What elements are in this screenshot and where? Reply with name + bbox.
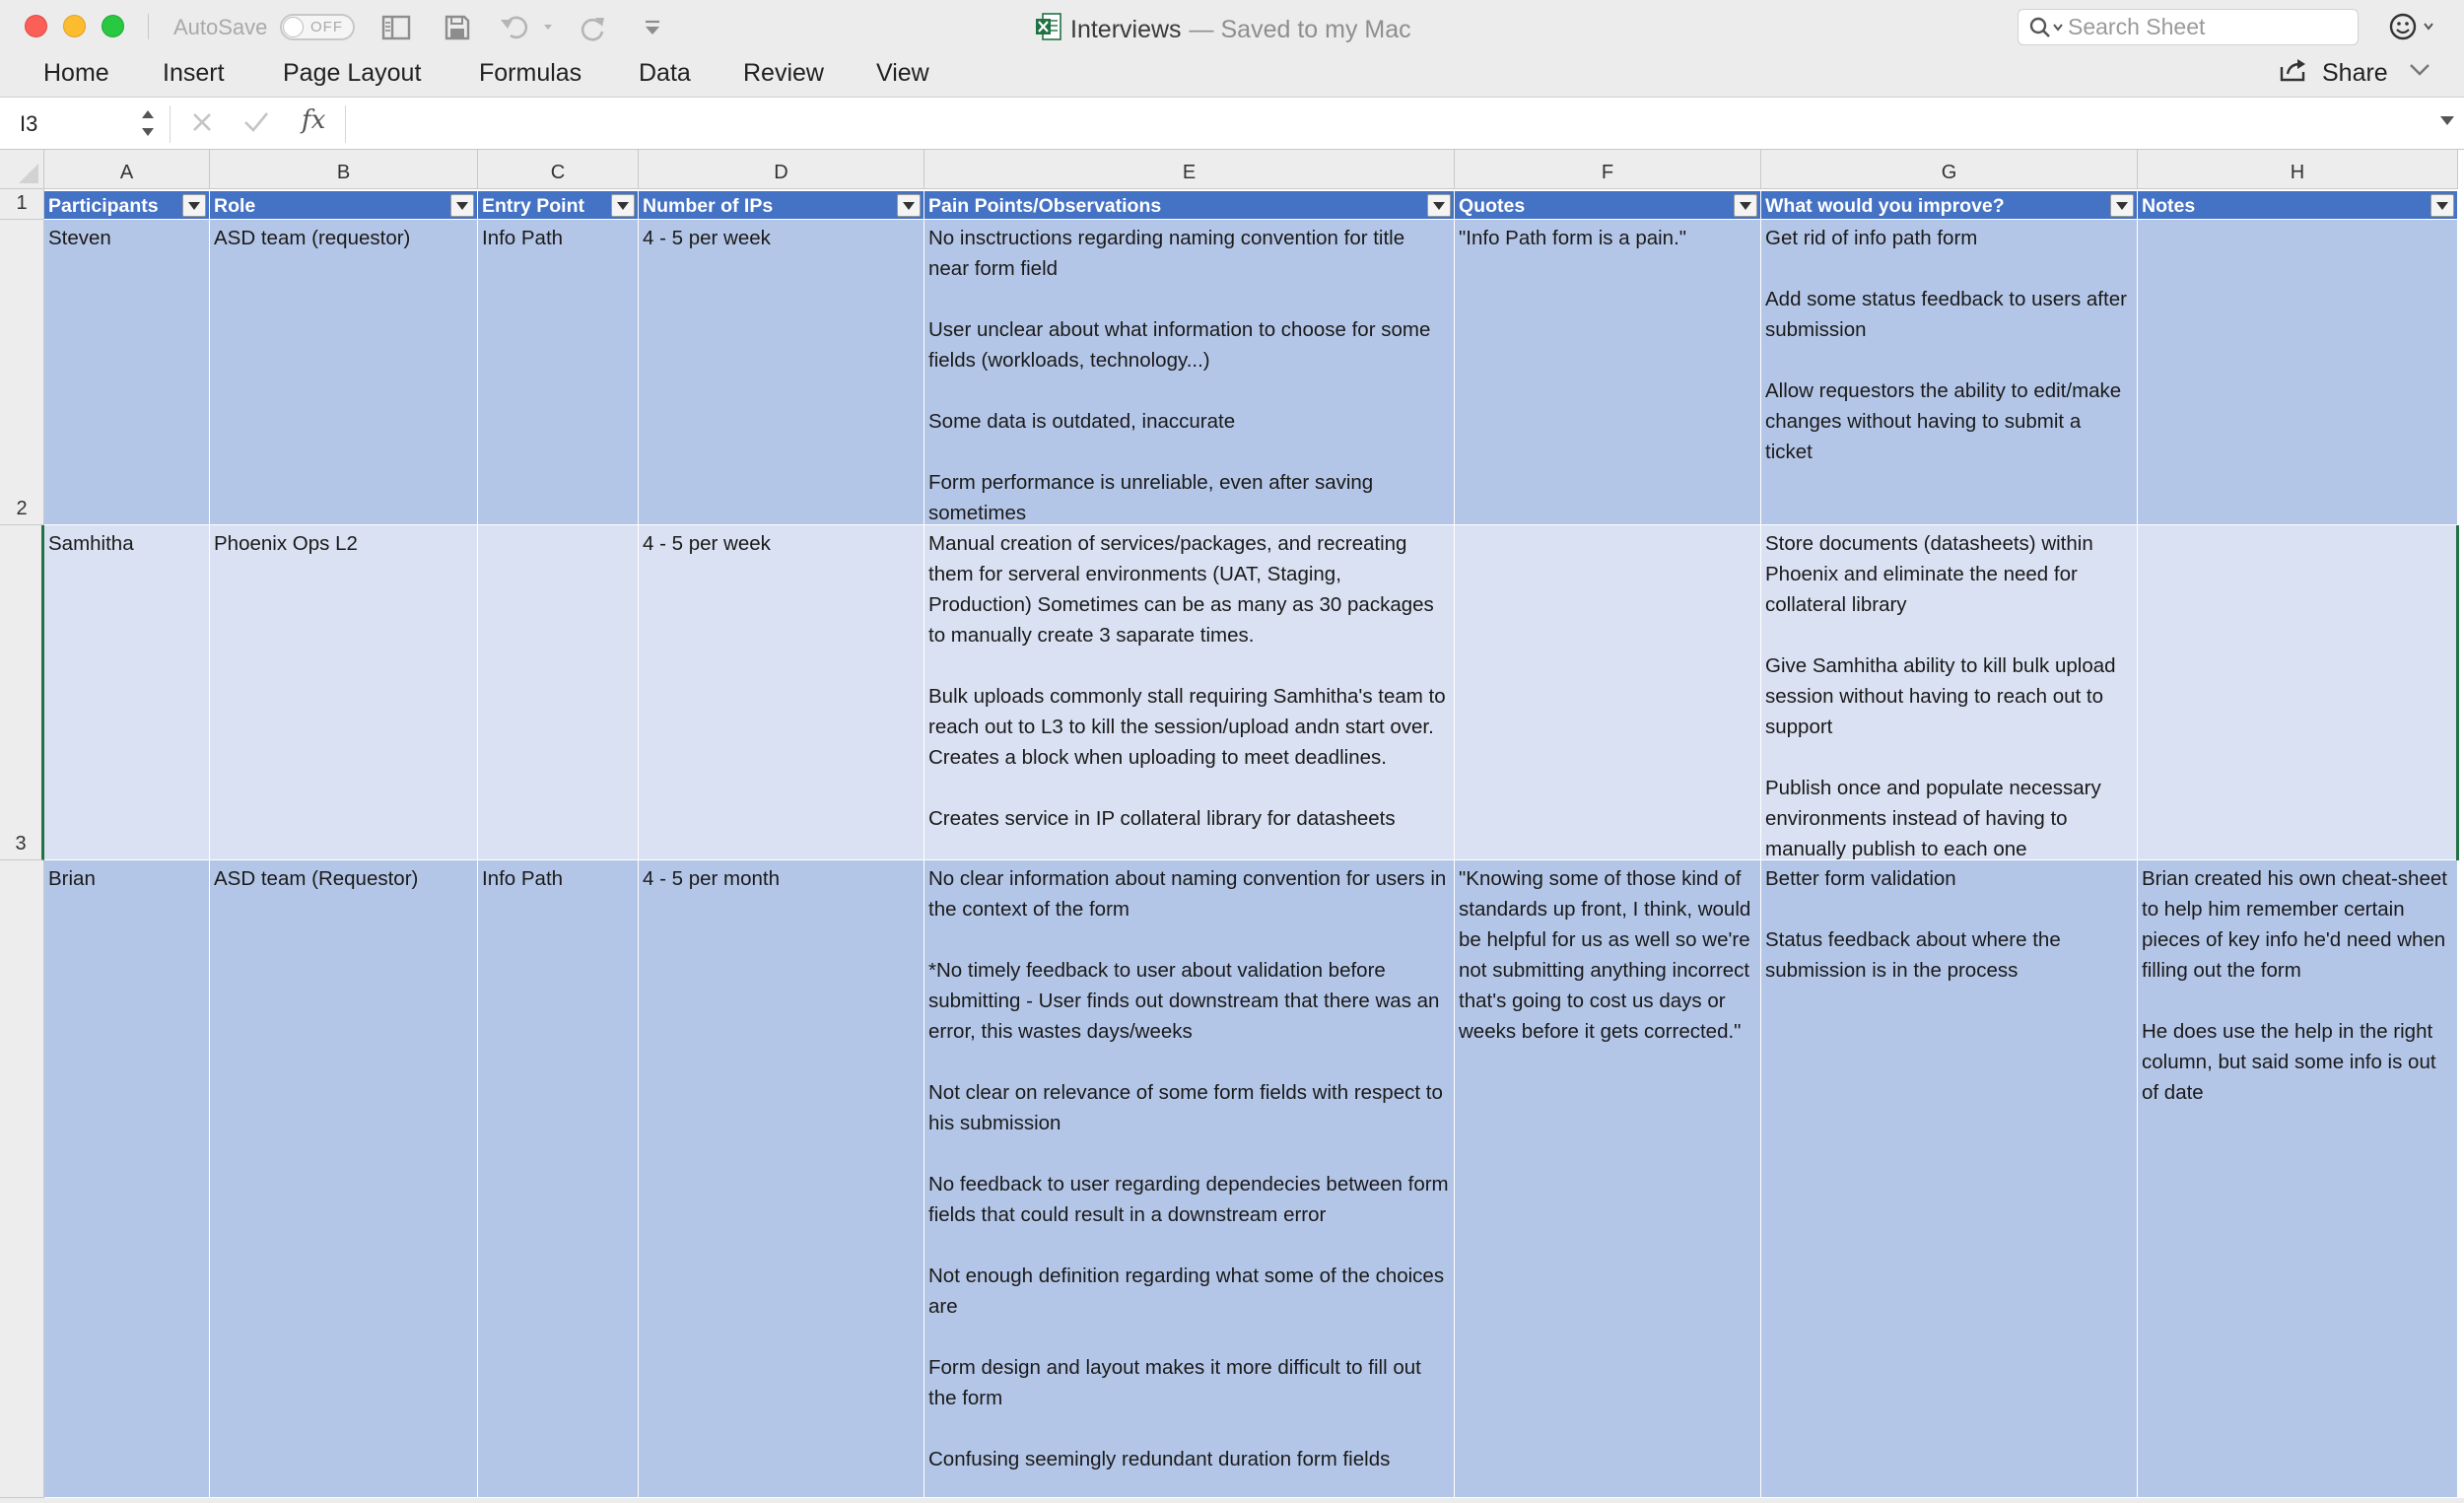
ribbon-tab-bar (0, 55, 2464, 97)
table-cell-notes[interactable]: Brian created his own cheat-sheet to help him remember certain pieces of key info he'd need when filling out the form He does use the help in the right column, but said some info is out of date (2138, 860, 2458, 1498)
column-header-e[interactable]: E (924, 150, 1455, 189)
column-header-h[interactable]: H (2138, 150, 2458, 189)
table-cell-participant[interactable]: Samhitha (44, 525, 210, 860)
table-cell-improve[interactable]: Store documents (datasheets) within Phoenix and eliminate the need for collateral library Give Samhitha ability to kill bulk upload session without having to reach out to support Publish once and populate necessary environments instead of having to manually publish to each one (1761, 525, 2138, 860)
expand-formula-bar-icon[interactable] (2438, 113, 2456, 132)
header-label: Entry Point (482, 195, 585, 217)
row-header-2[interactable]: 2 (0, 220, 44, 525)
formula-input[interactable] (357, 105, 2427, 143)
filter-dropdown-icon[interactable] (1734, 194, 1757, 217)
header-cell-entry-point[interactable] (478, 191, 639, 220)
undo-icon[interactable] (497, 12, 556, 43)
header-cell-pain-points[interactable] (924, 191, 1455, 220)
header-label: Number of IPs (643, 195, 774, 217)
table-cell-quotes[interactable] (1455, 525, 1761, 860)
share-icon (2279, 57, 2308, 90)
save-status: — Saved to my Mac (1189, 16, 1411, 43)
header-cell-role[interactable] (210, 191, 478, 220)
table-cell-pain-points[interactable]: No insctructions regarding naming convention for title near form field User unclear about what information to choose for some fields (workloads, technology...) Some data is outdated, inaccurate Form performance is unreliable, even after saving sometimes (924, 220, 1455, 525)
table-cell-entry-point[interactable]: Info Path (478, 220, 639, 525)
tab-insert[interactable]: Insert (163, 59, 225, 87)
filter-dropdown-icon[interactable] (450, 194, 474, 217)
title-bar (0, 0, 2464, 55)
sidebar-icon[interactable] (378, 12, 414, 43)
formula-bar (0, 97, 2464, 150)
header-label: Role (214, 195, 256, 217)
table-cell-notes[interactable] (2138, 525, 2458, 860)
header-label: Participants (48, 195, 159, 217)
formula-bar-divider (170, 105, 171, 143)
filter-dropdown-icon[interactable] (2110, 194, 2134, 217)
filter-dropdown-icon[interactable] (611, 194, 635, 217)
name-box-stepper-icon[interactable] (140, 105, 156, 146)
search-input[interactable] (2068, 14, 2349, 40)
row-header-4[interactable] (0, 860, 44, 1498)
table-cell-number-of-ips[interactable]: 4 - 5 per week (639, 220, 924, 525)
formula-bar-divider (345, 105, 346, 143)
search-icon (2028, 16, 2066, 44)
row-header-3[interactable]: 3 (0, 525, 44, 860)
column-header-c[interactable]: C (478, 150, 639, 189)
save-icon[interactable] (440, 12, 475, 43)
insert-function-icon[interactable]: fx (302, 105, 326, 135)
autosave-label: AutoSave (173, 15, 268, 39)
zoom-window-button[interactable] (102, 15, 124, 37)
tab-home[interactable]: Home (43, 59, 109, 87)
column-header-b[interactable]: B (210, 150, 478, 189)
search-sheet-box[interactable] (2018, 9, 2359, 45)
autosave-toggle[interactable] (280, 14, 355, 40)
table-cell-entry-point[interactable] (478, 525, 639, 860)
table-cell-quotes[interactable]: "Info Path form is a pain." (1455, 220, 1761, 525)
cancel-entry-icon[interactable] (189, 109, 215, 140)
filter-dropdown-icon[interactable] (182, 194, 206, 217)
tab-data[interactable]: Data (639, 59, 691, 87)
tab-view[interactable]: View (876, 59, 929, 87)
table-cell-pain-points[interactable]: No clear information about naming convention for users in the context of the form *No timely feedback to user about validation before submitting - User finds out downstream that there was an error, this wastes days/weeks Not clear on relevance of some form fields with respect to his submission No feedback to user regarding dependecies between form fields that could result in a downstream error Not enough definition regarding what some of the choices are Form design and layout makes it more difficult to fill out the form Confusing seemingly redundant duration form fields (924, 860, 1455, 1498)
excel-file-icon (1035, 12, 1062, 48)
header-cell-quotes[interactable] (1455, 191, 1761, 220)
table-cell-number-of-ips[interactable]: 4 - 5 per month (639, 860, 924, 1498)
tab-review[interactable]: Review (743, 59, 824, 87)
table-cell-notes[interactable] (2138, 220, 2458, 525)
window-title (1035, 12, 1411, 48)
customize-toolbar-icon[interactable] (639, 12, 666, 43)
header-label: Pain Points/Observations (928, 195, 1162, 217)
row-header-1[interactable]: 1 (0, 189, 44, 220)
table-cell-role[interactable]: ASD team (requestor) (210, 220, 478, 525)
table-cell-quotes[interactable]: "Knowing some of those kind of standards up front, I think, would be helpful for us as well so we're not submitting anything incorrect that's going to cost us days or weeks before it gets corrected." (1455, 860, 1761, 1498)
header-cell-number-of-ips[interactable] (639, 191, 924, 220)
table-cell-pain-points[interactable]: Manual creation of services/packages, and recreating them for serveral environments (UAT, Staging, Production) Sometimes can be as many as 30 packages to manually create 3 saparate times. Bulk uploads commonly stall requiring Samhitha's team to reach out to L3 to kill the session/upload andn start over. Creates a block when uploading to meet deadlines. Creates service in IP collateral library for datasheets (924, 525, 1455, 860)
table-cell-improve[interactable]: Get rid of info path form Add some status feedback to users after submission Allow requestors the ability to edit/make changes without having to submit a ticket (1761, 220, 2138, 525)
column-header-d[interactable]: D (639, 150, 924, 189)
header-label: Notes (2142, 195, 2196, 217)
table-cell-participant[interactable]: Steven (44, 220, 210, 525)
share-label: Share (2322, 59, 2388, 87)
collapse-ribbon-chevron-icon[interactable] (2409, 63, 2430, 82)
feedback-smiley-icon[interactable] (2389, 12, 2438, 48)
header-cell-notes[interactable] (2138, 191, 2458, 220)
column-header-f[interactable]: F (1455, 150, 1761, 189)
filter-dropdown-icon[interactable] (1427, 194, 1451, 217)
sheet-tab-strip-edge (0, 1498, 2464, 1503)
filter-dropdown-icon[interactable] (2430, 194, 2454, 217)
table-cell-participant[interactable]: Brian (44, 860, 210, 1498)
minimize-window-button[interactable] (63, 15, 86, 37)
tab-formulas[interactable]: Formulas (479, 59, 582, 87)
tab-page-layout[interactable]: Page Layout (283, 59, 422, 87)
column-header-a[interactable]: A (44, 150, 210, 189)
header-label: What would you improve? (1765, 195, 2005, 217)
close-window-button[interactable] (25, 15, 47, 37)
table-cell-role[interactable]: ASD team (Requestor) (210, 860, 478, 1498)
column-header-g[interactable]: G (1761, 150, 2138, 189)
table-cell-improve[interactable]: Better form validation Status feedback about where the submission is in the process (1761, 860, 2138, 1498)
share-button[interactable] (2279, 57, 2388, 90)
table-cell-entry-point[interactable]: Info Path (478, 860, 639, 1498)
select-all-corner[interactable] (0, 150, 44, 189)
document-name: Interviews (1070, 16, 1182, 43)
accept-entry-icon[interactable] (242, 109, 270, 140)
filter-dropdown-icon[interactable] (897, 194, 921, 217)
header-cell-improve[interactable] (1761, 191, 2138, 220)
table-cell-number-of-ips[interactable]: 4 - 5 per week (639, 525, 924, 860)
toolbar-divider (148, 14, 149, 39)
autosave-state: OFF (310, 19, 343, 35)
toggle-knob (283, 17, 304, 37)
header-cell-participants[interactable] (44, 191, 210, 220)
table-cell-role[interactable]: Phoenix Ops L2 (210, 525, 478, 860)
redo-icon[interactable] (576, 12, 611, 43)
worksheet-grid[interactable] (0, 150, 2464, 1503)
name-box[interactable]: I3 (8, 103, 160, 143)
header-label: Quotes (1459, 195, 1526, 217)
